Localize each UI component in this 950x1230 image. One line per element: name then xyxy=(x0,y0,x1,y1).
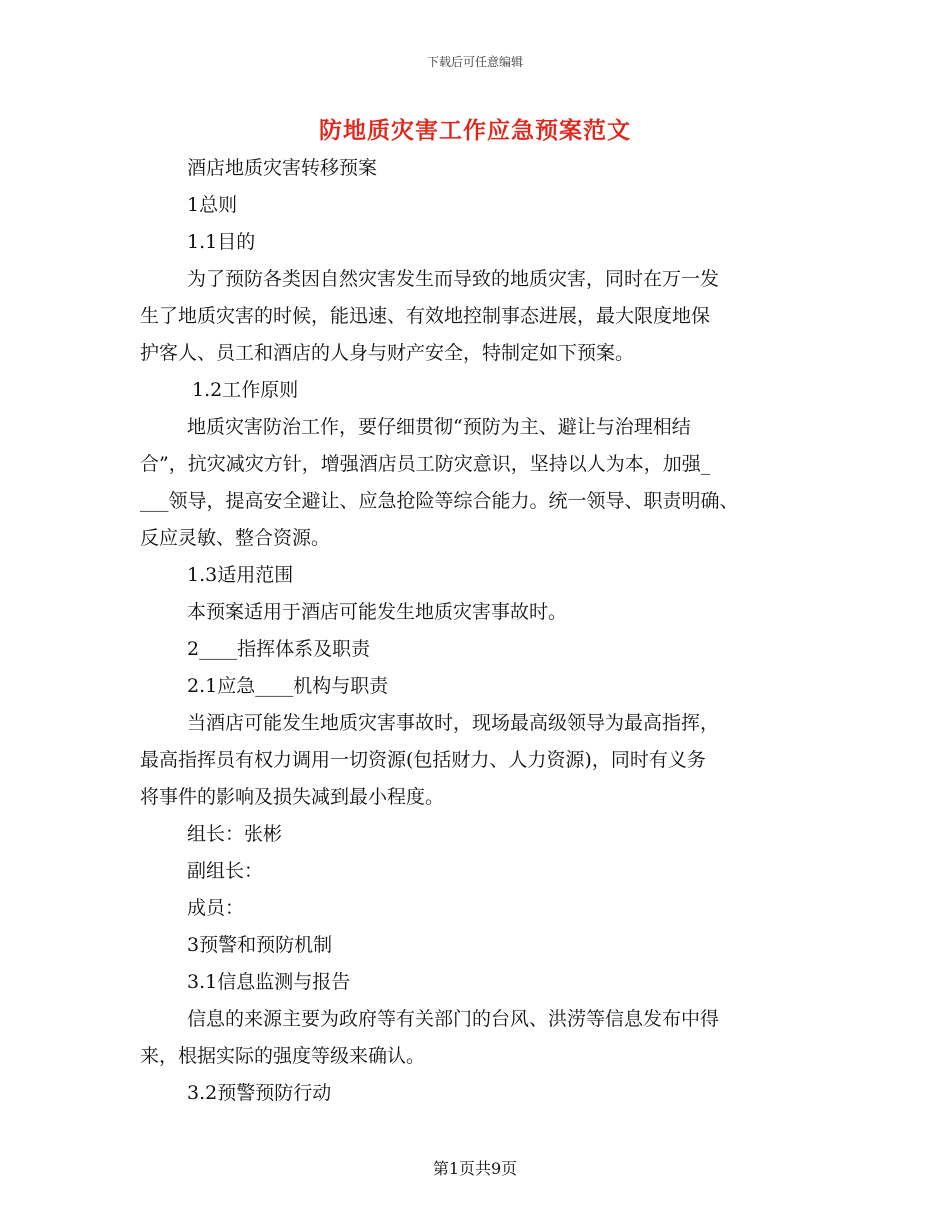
subsection-heading: 1.1目的 xyxy=(187,231,256,253)
paragraph-line: ___领导，提高安全避让、应急抢险等综合能力。统一领导、职责明确、 xyxy=(140,490,739,512)
section-heading: 1总则 xyxy=(187,194,238,216)
document-body xyxy=(140,150,830,1112)
paragraph-line: 最高指挥员有权力调用一切资源(包括财力、人力资源)，同时有义务 xyxy=(140,749,706,771)
paragraph-line: 本预案适用于酒店可能发生地质灾害事故时。 xyxy=(187,601,568,623)
deputy-leader-line: 副组长： xyxy=(187,860,264,882)
section-heading: 3预警和预防机制 xyxy=(187,934,333,956)
subsection-heading: 3.2预警预防行动 xyxy=(187,1082,332,1104)
section-heading: 2____指挥体系及职责 xyxy=(187,638,371,660)
paragraph-line: 将事件的影响及损失减到最小程度。 xyxy=(140,786,445,808)
members-line: 成员： xyxy=(187,897,245,919)
paragraph-line: 为了预防各类因自然灾害发生而导致的地质灾害，同时在万一发 xyxy=(187,268,720,290)
team-leader-line: 组长：张彬 xyxy=(187,823,283,845)
paragraph-line: 信息的来源主要为政府等有关部门的台风、洪涝等信息发布中得 xyxy=(187,1008,720,1030)
paragraph-line: 护客人、员工和酒店的人身与财产安全，特制定如下预案。 xyxy=(140,342,635,364)
document-title: 防地质灾害工作应急预案范文 xyxy=(319,117,631,144)
paragraph-line: 当酒店可能发生地质灾害事故时，现场最高级领导为最高指挥， xyxy=(187,712,720,734)
paragraph-line: 合”，抗灾减灾方针，增强酒店员工防灾意识，坚持以人为本，加强_ xyxy=(140,453,711,475)
page-number-footer: 第1页共9页 xyxy=(432,1159,518,1178)
paragraph-line: 生了地质灾害的时候，能迅速、有效地控制事态进展，最大限度地保 xyxy=(140,305,711,327)
page-header-note: 下载后可任意编辑 xyxy=(426,55,523,69)
subsection-heading: 2.1应急____机构与职责 xyxy=(187,675,389,697)
paragraph-line: 来，根据实际的强度等级来确认。 xyxy=(140,1045,426,1067)
subsection-heading: 1.2工作原则 xyxy=(192,379,299,401)
paragraph-line: 反应灵敏、整合资源。 xyxy=(140,527,331,549)
subsection-heading: 1.3适用范围 xyxy=(187,564,294,586)
paragraph-line: 酒店地质灾害转移预案 xyxy=(187,157,378,179)
subsection-heading: 3.1信息监测与报告 xyxy=(187,971,351,993)
paragraph-line: 地质灾害防治工作，要仔细贯彻“预防为主、避让与治理相结 xyxy=(187,416,691,438)
